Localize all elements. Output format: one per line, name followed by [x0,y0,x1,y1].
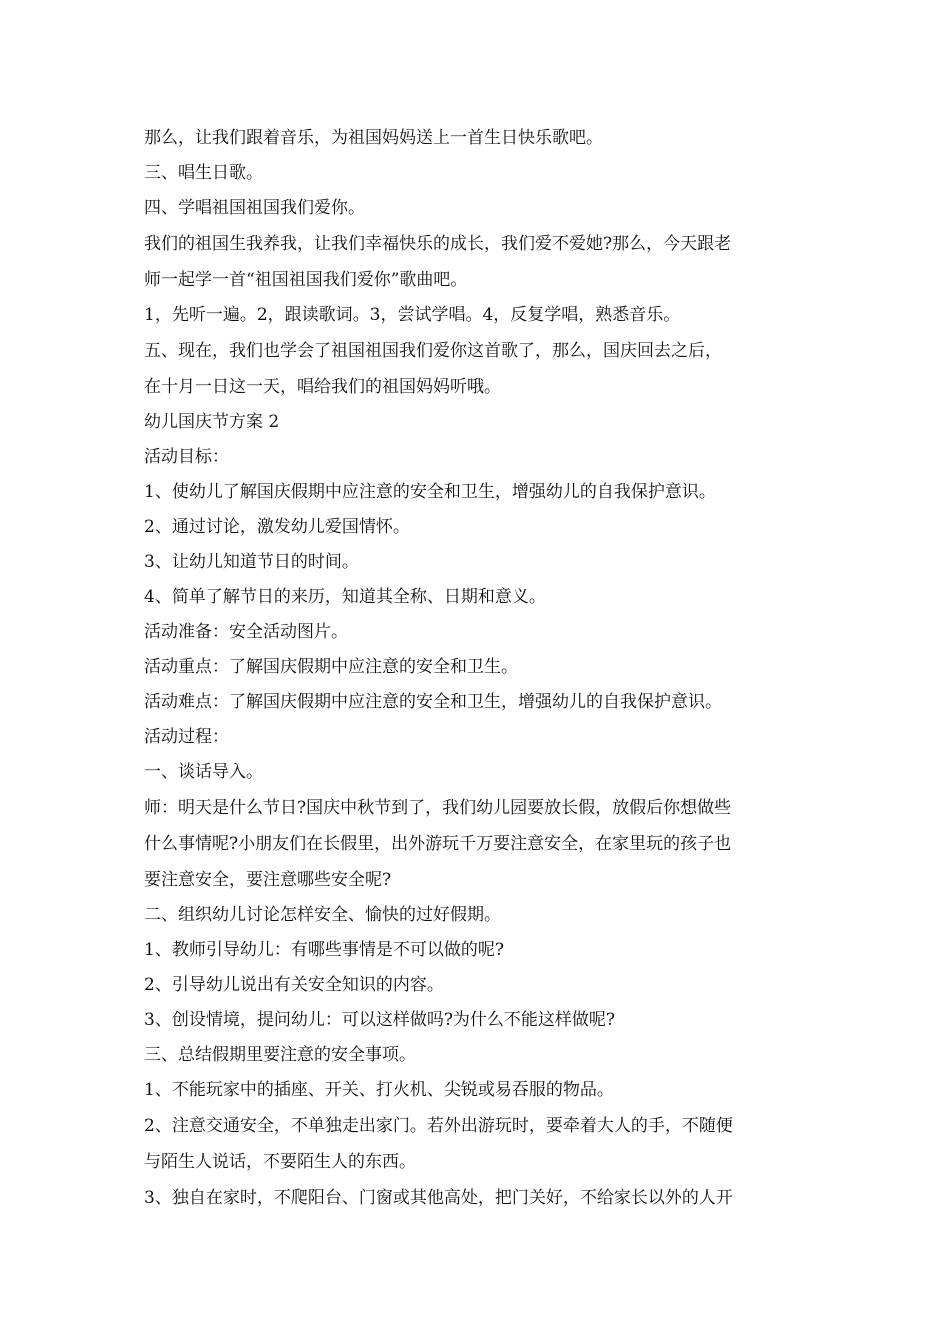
text-line: 1，先听一遍。2，跟读歌词。3，尝试学唱。4，反复学唱，熟悉音乐。 [144,305,681,325]
section-heading: 活动目标： [144,447,229,467]
text-line: 活动难点：了解国庆假期中应注意的安全和卫生，增强幼儿的自我保护意识。 [144,692,722,712]
text-line: 要注意安全，要注意哪些安全呢? [144,870,392,890]
text-line: 师一起学一首“祖国祖国我们爱你”歌曲吧。 [144,270,468,290]
text-line: 我们的祖国生我养我，让我们幸福快乐的成长，我们爱不爱她?那么，今天跟老 [144,234,732,254]
text-line: 那么，让我们跟着音乐，为祖国妈妈送上一首生日快乐歌吧。 [144,128,603,148]
list-item: 1、使幼儿了解国庆假期中应注意的安全和卫生，增强幼儿的自我保护意识。 [144,482,716,502]
section-heading: 二、组织幼儿讨论怎样安全、愉快的过好假期。 [144,905,501,925]
text-line: 活动重点：了解国庆假期中应注意的安全和卫生。 [144,657,518,677]
text-line: 在十月一日这一天，唱给我们的祖国妈妈听哦。 [144,377,501,397]
section-heading: 四、学唱祖国祖国我们爱你。 [144,198,365,218]
section-heading: 活动过程： [144,727,229,747]
document-title: 幼儿国庆节方案 2 [144,412,280,432]
section-heading: 一、谈话导入。 [144,762,263,782]
text-line: 活动准备：安全活动图片。 [144,622,348,642]
list-item: 2、注意交通安全，不单独走出家门。若外出游玩时，要牵着大人的手，不随便 [144,1116,733,1136]
section-heading: 三、总结假期里要注意的安全事项。 [144,1045,416,1065]
list-item: 3、独自在家时，不爬阳台、门窗或其他高处，把门关好，不给家长以外的人开 [144,1188,733,1208]
list-item: 1、教师引导幼儿：有哪些事情是不可以做的呢? [144,940,504,960]
list-item: 2、通过讨论，激发幼儿爱国情怀。 [144,517,410,537]
list-item: 1、不能玩家中的插座、开关、打火机、尖锐或易吞服的物品。 [144,1080,614,1100]
list-item: 2、引导幼儿说出有关安全知识的内容。 [144,975,444,995]
text-line: 五、现在，我们也学会了祖国祖国我们爱你这首歌了，那么，国庆回去之后， [144,341,722,361]
section-heading: 三、唱生日歌。 [144,163,263,183]
text-line: 什么事情呢?小朋友们在长假里，出外游玩千万要注意安全，在家里玩的孩子也 [144,834,732,854]
document-body [144,121,810,1216]
list-item: 4、简单了解节日的来历，知道其全称、日期和意义。 [144,587,546,607]
text-line: 与陌生人说话，不要陌生人的东西。 [144,1152,416,1172]
list-item: 3、创设情境，提问幼儿：可以这样做吗?为什么不能这样做呢? [144,1010,616,1030]
list-item: 3、让幼儿知道节日的时间。 [144,552,359,572]
text-line: 师：明天是什么节日?国庆中秋节到了，我们幼儿园要放长假，放假后你想做些 [144,798,732,818]
